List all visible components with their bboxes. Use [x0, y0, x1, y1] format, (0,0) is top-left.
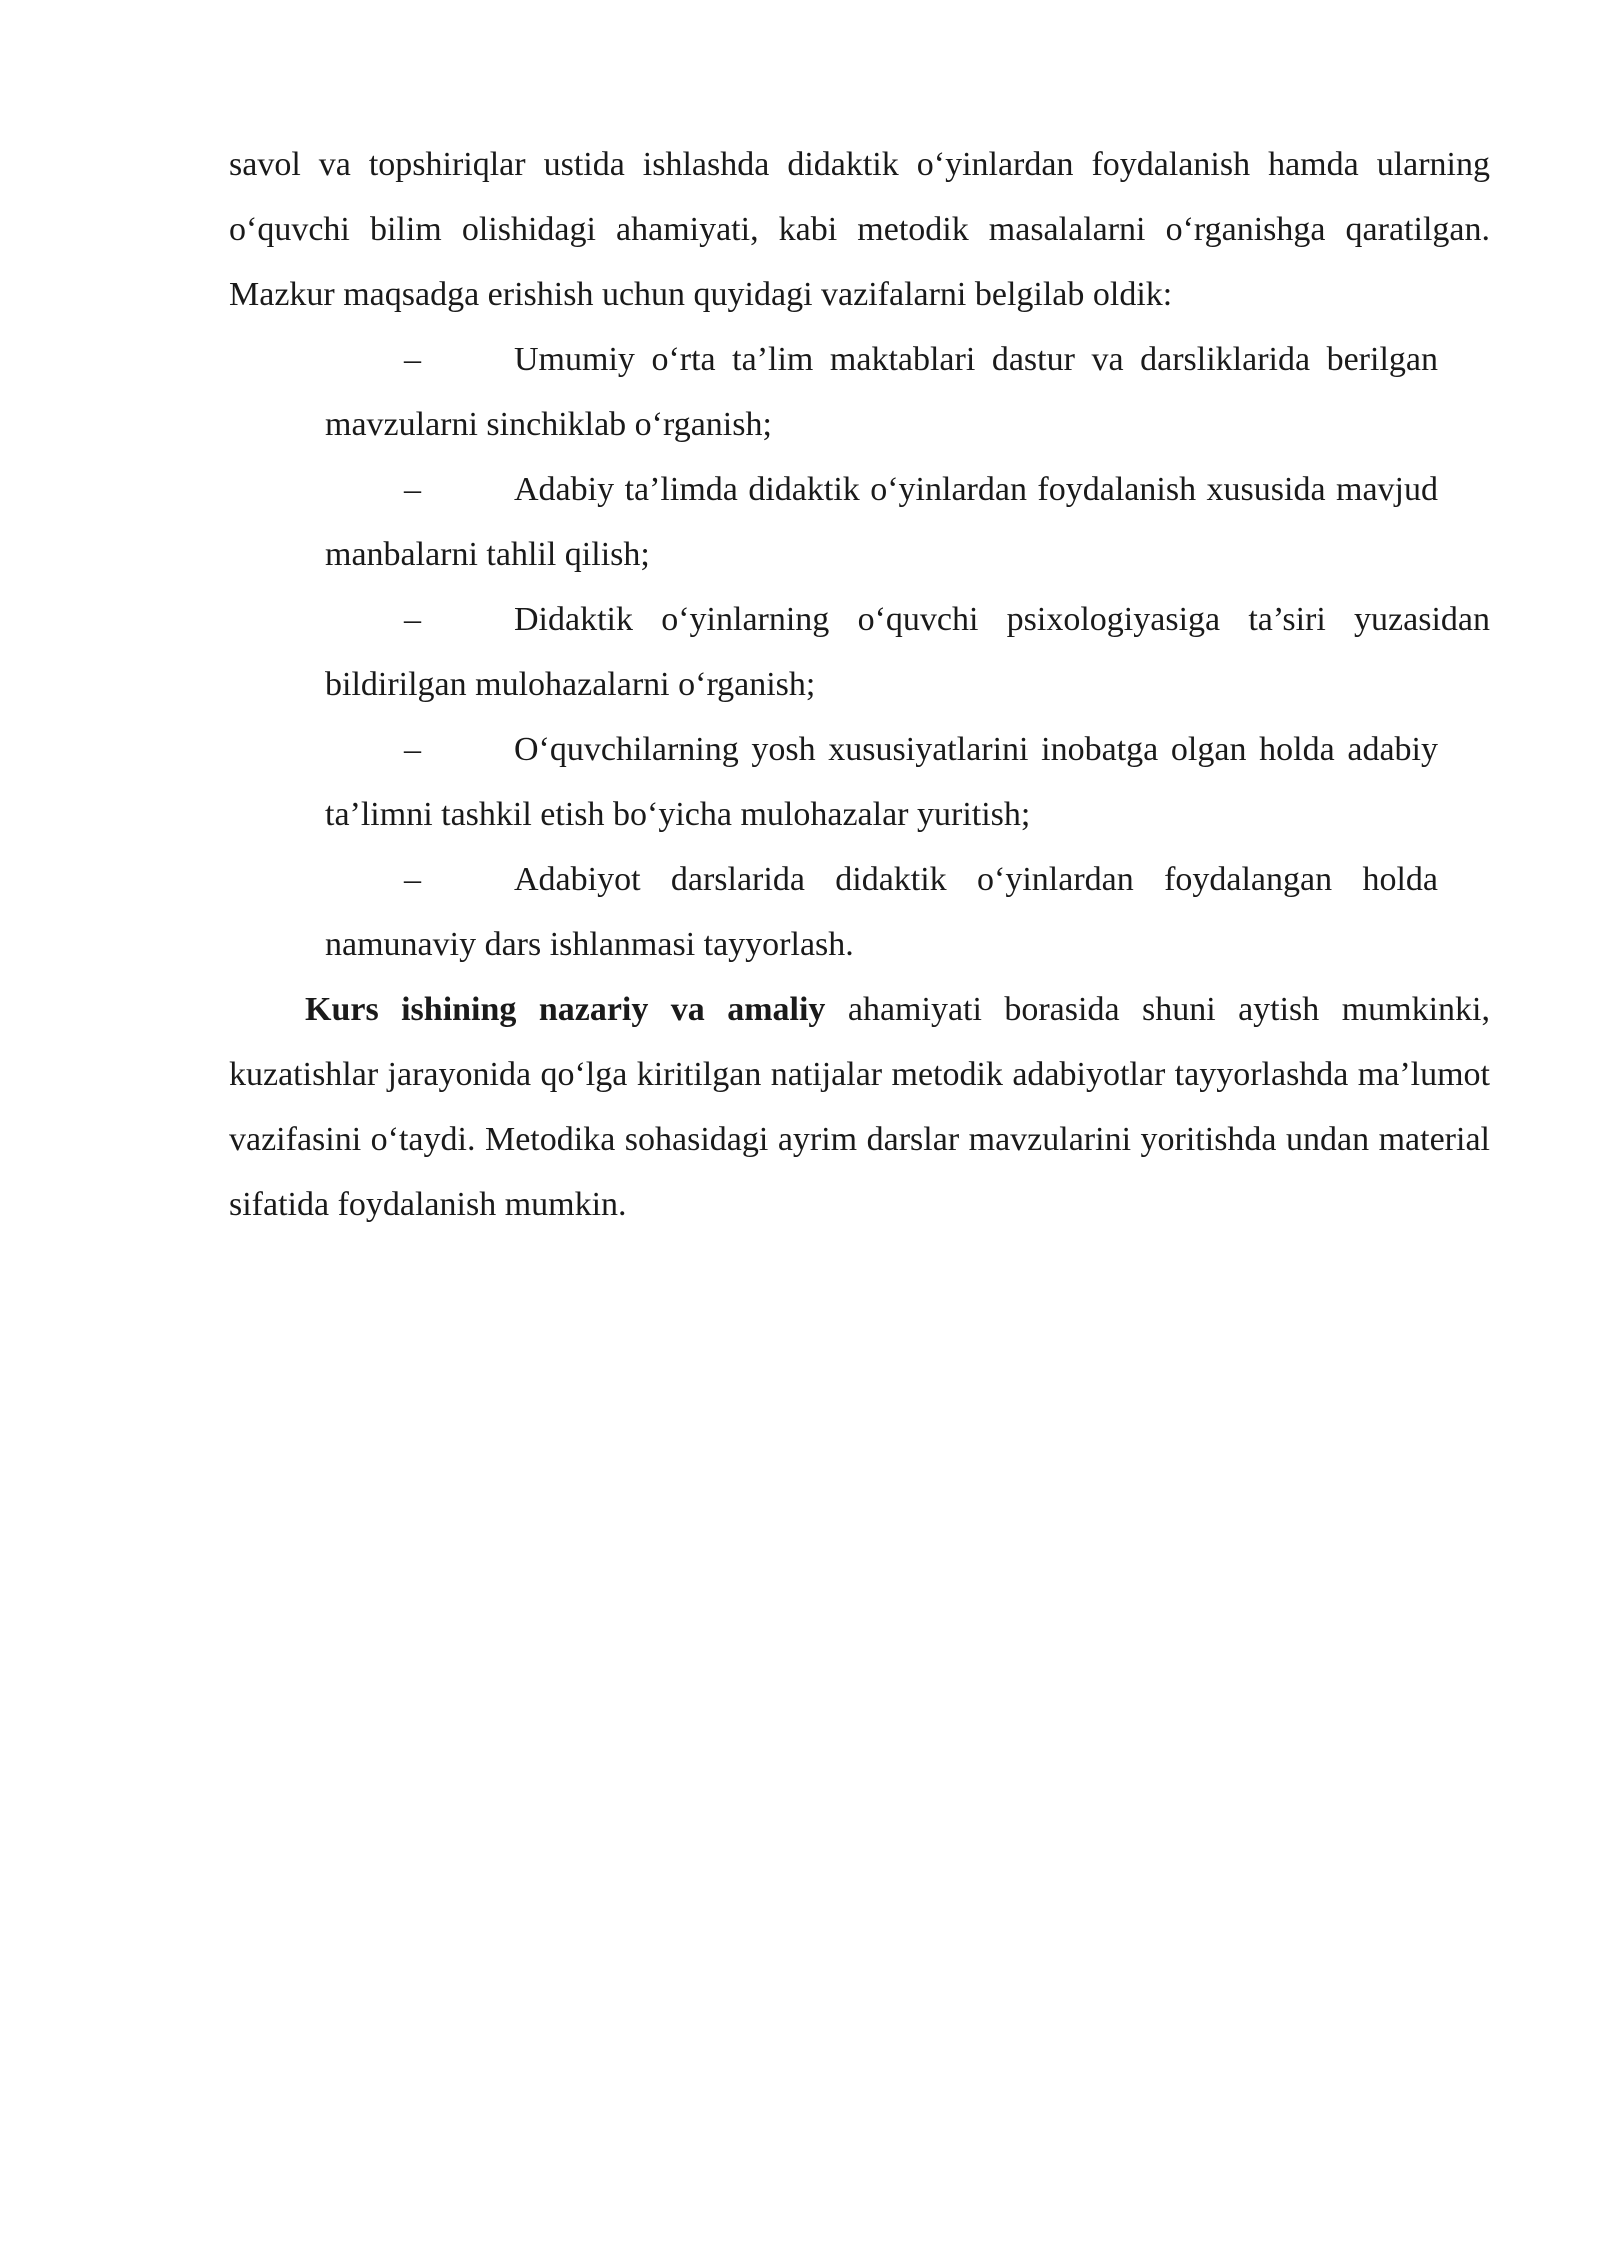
task-list-item: – Umumiy o‘rta ta’lim maktablari dastur va darsliklarida berilgan mavzularni sinchiklab o‘rganish; — [325, 341, 1438, 443]
task-text: Didaktik o‘yinlarning o‘quvchi psixologiyasiga ta’siri yuzasidan bildirilgan mulohazalarni o‘rganish; — [325, 601, 1490, 703]
document-body — [229, 132, 1490, 1237]
significance-text: ahamiyati borasida shuni aytish mumkinki, kuzatishlar jarayonida qo‘lga kiritilgan natijalar metodik adabiyotlar tayyorlashda ma’lumot vazifasini o‘taydi. Metodika sohasidagi ayrim darslar mavzularini yoritishda undan material sifatida foydalanish mumkin. — [229, 991, 1490, 1223]
task-list-item: – Adabiyot darslarida didaktik o‘yinlardan foydalangan holda namunaviy dars ishlanmasi tayyorlash. — [325, 861, 1438, 963]
task-list-item: – Didaktik o‘yinlarning o‘quvchi psixologiyasiga ta’siri yuzasidan bildirilgan mulohazalarni o‘rganish; — [325, 601, 1490, 703]
intro-paragraph: savol va topshiriqlar ustida ishlashda didaktik o‘yinlardan foydalanish hamda ularning o‘quvchi bilim olishidagi ahamiyati, kabi metodik masalalarni o‘rganishga qaratilgan. Mazkur maqsadga erishish uchun quyidagi vazifalarni belgilab oldik: — [229, 146, 1490, 313]
task-text: Adabiy ta’limda didaktik o‘yinlardan foydalanish xususida mavjud manbalarni tahlil qilish; — [325, 471, 1438, 573]
task-text: Umumiy o‘rta ta’lim maktablari dastur va darsliklarida berilgan mavzularni sinchiklab o‘rganish; — [325, 341, 1438, 443]
significance-heading: Kurs ishining nazariy va amaliy — [305, 991, 826, 1028]
task-list-item: – O‘quvchilarning yosh xususiyatlarini inobatga olgan holda adabiy ta’limni tashkil etish bo‘yicha mulohazalar yuritish; — [325, 731, 1438, 833]
task-text: O‘quvchilarning yosh xususiyatlarini inobatga olgan holda adabiy ta’limni tashkil etish bo‘yicha mulohazalar yuritish; — [325, 731, 1438, 833]
task-list-item: – Adabiy ta’limda didaktik o‘yinlardan foydalanish xususida mavjud manbalarni tahlil qilish; — [325, 471, 1438, 573]
task-text: Adabiyot darslarida didaktik o‘yinlardan foydalangan holda namunaviy dars ishlanmasi tayyorlash. — [325, 861, 1438, 963]
significance-paragraph — [229, 977, 1490, 1237]
